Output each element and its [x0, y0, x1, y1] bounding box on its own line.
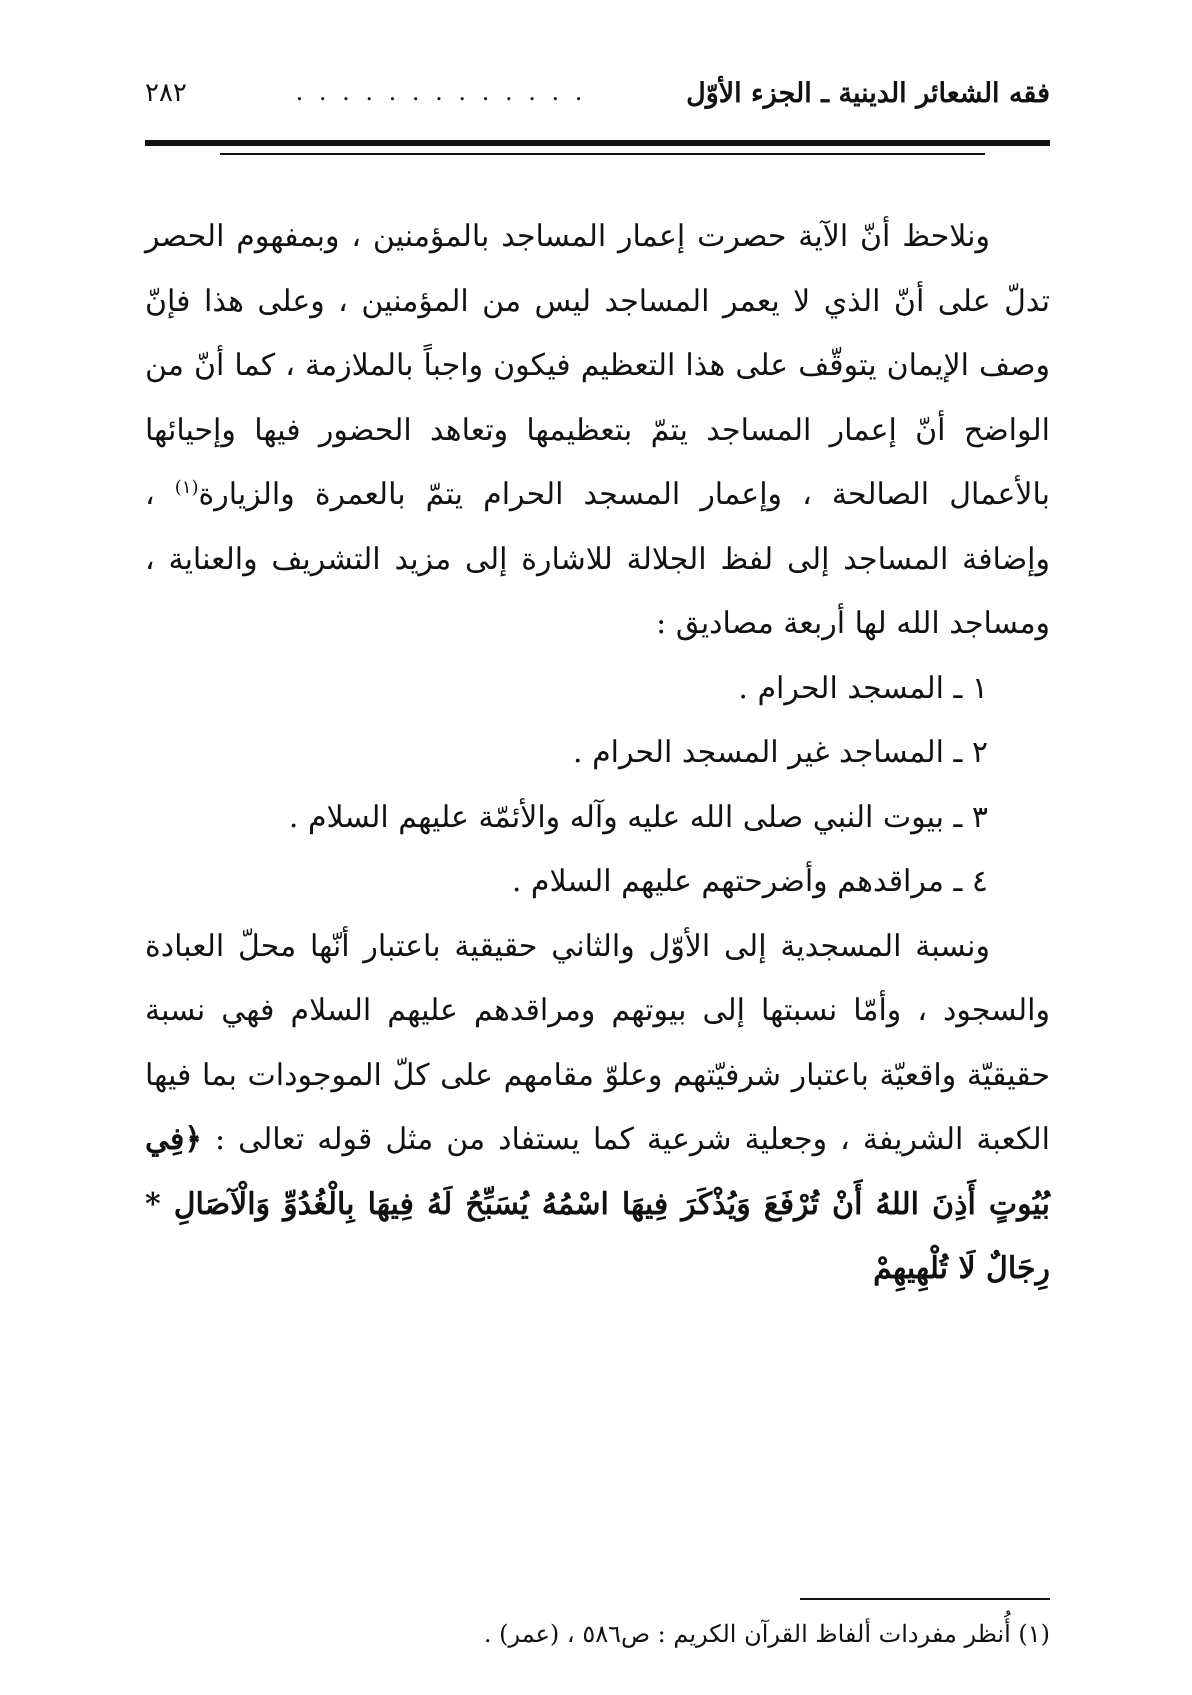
page-number: ٢٨٢ [145, 78, 187, 108]
paragraph-1 [145, 205, 1050, 657]
footnote: (١) أُنظر مفردات ألفاظ القرآن الكريم : ص٥٨٦ ، (عمر) . [483, 1620, 1050, 1648]
quran-verse: ﴿فِي بُيُوتٍ أَذِنَ اللهُ أَنْ تُرْفَعَ وَيُذْكَرَ فِيهَا اسْمُهُ يُسَبِّحُ لَهُ فِيهَا بِالْغُدُوِّ وَالْآصَالِ * رِجَالٌ لَا تُلْهِيهِمْ [145, 1122, 1050, 1286]
paragraph-2 [145, 915, 1050, 1302]
paragraph-1-text-b: ، وإضافة المساجد إلى لفظ الجلالة للاشارة إلى مزيد التشريف والعناية ، ومساجد الله لها أربعة مصاديق : [145, 477, 1050, 641]
header-title: فقه الشعائر الدينية ـ الجزء الأوّل [686, 78, 1050, 109]
header-leader-dots: . . . . . . . . . . . . . [295, 78, 587, 106]
header-rule-thick [145, 140, 1050, 146]
paragraph-2-text: ونسبة المسجدية إلى الأوّل والثاني حقيقية باعتبار أنّها محلّ العبادة والسجود ، وأمّا نسبتها إلى بيوتهم ومراقدهم عليهم السلام فهي نسبة حقيقيّة واقعيّة باعتبار شرفيّتهم وعلوّ مقامهم على كلّ الموجودات بما فيها الكعبة الشريفة ، وجعلية شرعية كما يستفاد من مثل قوله تعالى : [145, 928, 1050, 1157]
running-header [145, 78, 1050, 118]
list-item-1: ١ ـ المسجد الحرام . [738, 670, 988, 706]
header-rule-thin [220, 153, 985, 155]
list-item-3: ٣ ـ بيوت النبي صلى الله عليه وآله والأئمّة عليهم السلام . [288, 799, 988, 835]
body-text [145, 205, 1050, 1302]
list-item-4: ٤ ـ مراقدهم وأضرحتهم عليهم السلام . [511, 864, 988, 899]
paragraph-1-text-a: ونلاحظ أنّ الآية حصرت إعمار المساجد بالمؤمنين ، وبمفهوم الحصر تدلّ على أنّ الذي لا يعمر المساجد ليس من المؤمنين ، وعلى هذا فإنّ وصف الإيمان يتوقّف على هذا التعظيم فيكون واجباً بالملازمة ، كما أنّ من الواضح أنّ إعمار المساجد يتمّ بتعظيمها وتعاهد الحضور فيها وإحيائها بالأعمال الصالحة ، وإعمار المسجد الحرام يتمّ بالعمرة والزيارة [145, 219, 1050, 512]
list-item-2: ٢ ـ المساجد غير المسجد الحرام . [573, 735, 988, 770]
footnote-separator [800, 1598, 1050, 1600]
footnote-marker: (١) [174, 477, 199, 498]
